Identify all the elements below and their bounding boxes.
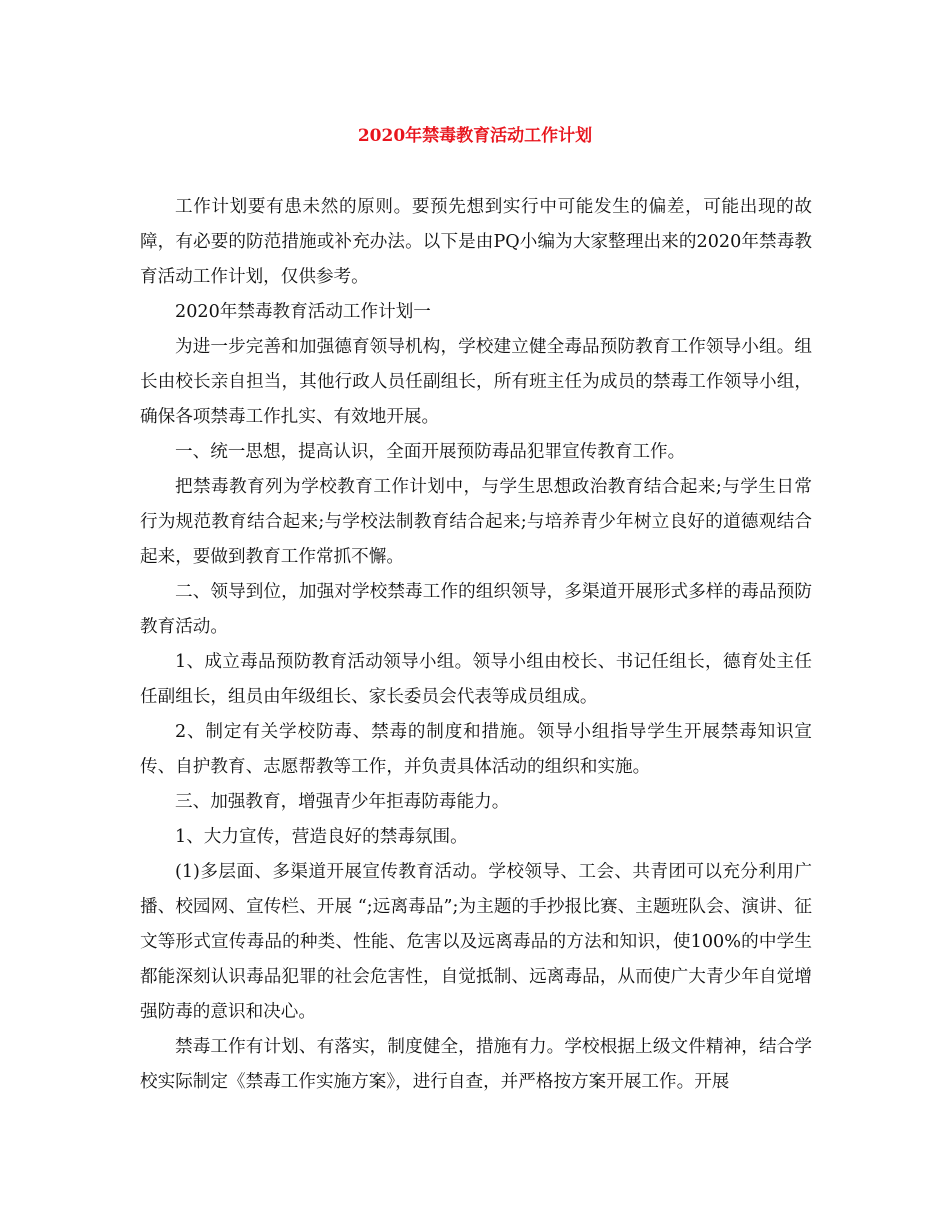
paragraph: 2、制定有关学校防毒、禁毒的制度和措施。领导小组指导学生开展禁毒知识宣传、自护教育、志愿帮教等工作，并负责具体活动的组织和实施。: [140, 722, 812, 777]
paragraph: 为进一步完善和加强德育领导机构，学校建立健全毒品预防教育工作领导小组。组长由校长亲自担当，其他行政人员任副组长，所有班主任为成员的禁毒工作领导小组，确保各项禁毒工作扎实、有效地开展。: [140, 337, 812, 427]
paragraph: 2020年禁毒教育活动工作计划一: [175, 302, 431, 322]
paragraph: 三、加强教育，增强青少年拒毒防毒能力。: [175, 792, 510, 812]
paragraph: 禁毒工作有计划、有落实，制度健全，措施有力。学校根据上级文件精神，结合学校实际制定《禁毒工作实施方案》，进行自查，并严格按方案开展工作。开展: [140, 1037, 812, 1092]
paragraph: 一、统一思想，提高认识，全面开展预防毒品犯罪宣传教育工作。: [175, 442, 686, 462]
document-title: 2020年禁毒教育活动工作计划: [357, 126, 593, 146]
paragraph: 工作计划要有患未然的原则。要预先想到实行中可能发生的偏差，可能出现的故障，有必要的防范措施或补充办法。以下是由PQ小编为大家整理出来的2020年禁毒教育活动工作计划，仅供参考。: [140, 197, 812, 287]
paragraph: 把禁毒教育列为学校教育工作计划中，与学生思想政治教育结合起来;与学生日常行为规范教育结合起来;与学校法制教育结合起来;与培养青少年树立良好的道德观结合起来，要做到教育工作常抓不懈。: [140, 477, 812, 567]
document-body: [140, 190, 812, 1100]
paragraph: 1、成立毒品预防教育活动领导小组。领导小组由校长、书记任组长，德育处主任任副组长，组员由年级组长、家长委员会代表等成员组成。: [140, 652, 812, 707]
paragraph: 二、领导到位，加强对学校禁毒工作的组织领导，多渠道开展形式多样的毒品预防教育活动。: [140, 582, 812, 637]
paragraph: (1)多层面、多渠道开展宣传教育活动。学校领导、工会、共青团可以充分利用广播、校园网、宣传栏、开展 “;远离毒品”;为主题的手抄报比赛、主题班队会、演讲、征文等形式宣传毒品的种类、性能、危害以及远离毒品的方法和知识，使100%的中学生都能深刻认识毒品犯罪的社会危害性，自觉抵制、远离毒品，从而使广大青少年自觉增强防毒的意识和决心。: [140, 862, 812, 1022]
paragraph: 1、大力宣传，营造良好的禁毒氛围。: [175, 827, 468, 847]
